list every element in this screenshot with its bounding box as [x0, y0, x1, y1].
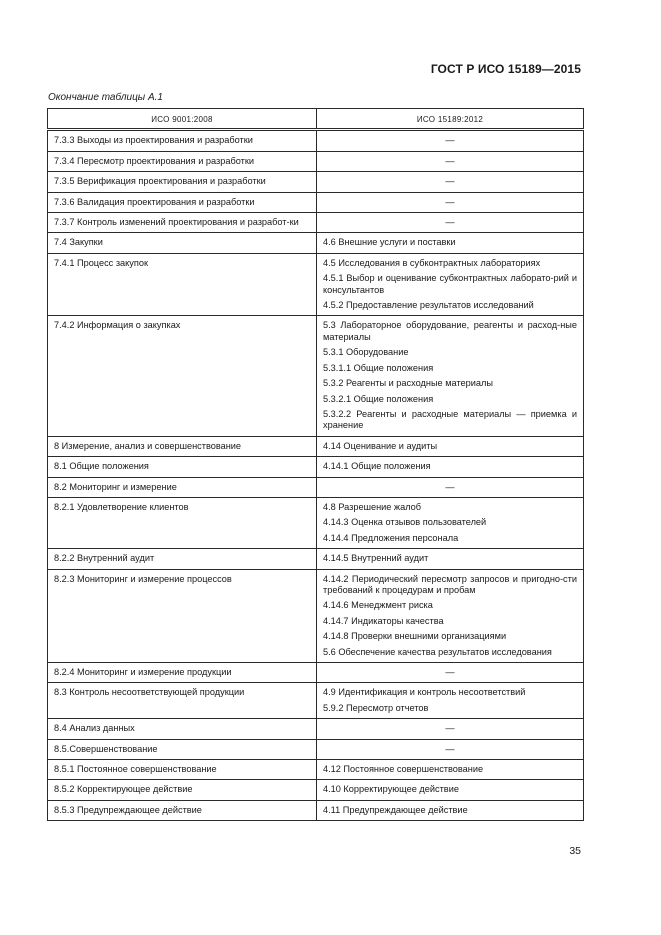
- table-row: [48, 683, 584, 719]
- iso-15189-clause: 4.8 Разрешение жалоб: [323, 501, 422, 512]
- document-standard-header: ГОСТ Р ИСО 15189—2015: [430, 62, 581, 76]
- iso-9001-clause-cell: [48, 457, 317, 477]
- no-equivalent-dash: —: [445, 667, 455, 677]
- table-row: [48, 192, 584, 212]
- iso-9001-clause-cell: [48, 477, 317, 497]
- iso-15189-clause: 4.5 Исследования в субконтрактных лабораториях: [323, 257, 541, 268]
- iso-15189-clause-cell: [317, 151, 584, 171]
- iso-9001-clause: 8.2 Мониторинг и измерение: [54, 481, 177, 492]
- iso-15189-clause-cell: [317, 253, 584, 316]
- table-row: [48, 780, 584, 800]
- iso-15189-clause-cell: [317, 497, 584, 548]
- no-equivalent-dash: —: [445, 481, 455, 492]
- iso-15189-clause: 4.14.7 Индикаторы качества: [323, 615, 444, 626]
- iso-15189-clause-cell: [317, 477, 584, 497]
- iso-15189-clause: 4.5.1 Выбор и оценивание субконтрактных лаборато-рий и консультантов: [323, 273, 577, 295]
- table-row: [48, 663, 584, 683]
- table-row: [48, 719, 584, 739]
- iso-9001-clause: 8.5.2 Корректирующее действие: [54, 784, 193, 795]
- iso-15189-clause: 4.5.2 Предоставление результатов исследований: [323, 300, 534, 311]
- iso-9001-clause-cell: [48, 172, 317, 192]
- table-header-row: [48, 109, 584, 130]
- table-row: [48, 436, 584, 456]
- iso-15189-clause-cell: [317, 549, 584, 569]
- iso-9001-clause: 7.3.3 Выходы из проектирования и разработки: [54, 135, 253, 146]
- iso-9001-clause: 8.2.3 Мониторинг и измерение процессов: [54, 573, 232, 584]
- table-row: [48, 130, 584, 151]
- table-row: [48, 569, 584, 662]
- iso-15189-clause: 5.3.1 Оборудование: [323, 347, 409, 358]
- iso-15189-clause: 4.14.6 Менеджмент риска: [323, 600, 433, 611]
- iso-9001-clause-cell: [48, 192, 317, 212]
- iso-15189-clause-cell: [317, 719, 584, 739]
- iso-15189-clause: 5.3 Лабораторное оборудование, реагенты и расход-ные материалы: [323, 320, 577, 342]
- iso-9001-clause: 7.3.7 Контроль изменений проектирования и разработ-ки: [54, 217, 299, 228]
- iso-9001-clause: 7.4 Закупки: [54, 237, 103, 248]
- no-equivalent-dash: —: [445, 723, 455, 734]
- iso-15189-clause: 5.9.2 Пересмотр отчетов: [323, 702, 429, 713]
- iso-9001-clause-cell: [48, 663, 317, 683]
- iso-15189-clause-cell: [317, 213, 584, 233]
- iso-15189-clause-cell: [317, 739, 584, 759]
- table-row: [48, 760, 584, 780]
- iso-15189-clause-cell: [317, 130, 584, 151]
- iso-9001-clause: 8.3 Контроль несоответствующей продукции: [54, 687, 245, 698]
- iso-15189-clause-cell: [317, 457, 584, 477]
- iso-9001-clause-cell: [48, 719, 317, 739]
- iso-15189-clause: 4.14.5 Внутренний аудит: [323, 553, 429, 564]
- iso-9001-clause: 8.2.4 Мониторинг и измерение продукции: [54, 667, 232, 677]
- iso-9001-clause: 7.3.4 Пересмотр проектирования и разработки: [54, 155, 254, 166]
- iso-15189-clause: 5.3.2.2 Реагенты и расходные материалы — приемка и хранение: [323, 408, 577, 431]
- table-row: [48, 457, 584, 477]
- iso-9001-clause: 8.5.1 Постоянное совершенствование: [54, 764, 217, 775]
- no-equivalent-dash: —: [445, 196, 455, 207]
- iso-9001-clause-cell: [48, 316, 317, 436]
- iso-9001-clause: 8.1 Общие положения: [54, 461, 149, 472]
- iso-15189-clause-cell: [317, 233, 584, 253]
- table-row: [48, 172, 584, 192]
- iso-9001-clause: 8.4 Анализ данных: [54, 723, 135, 734]
- iso-9001-clause-cell: [48, 253, 317, 316]
- iso-15189-clause: 5.3.2 Реагенты и расходные материалы: [323, 378, 493, 389]
- iso-9001-clause: 7.3.6 Валидация проектирования и разработки: [54, 196, 255, 207]
- table-row: [48, 549, 584, 569]
- iso-9001-clause-cell: [48, 780, 317, 800]
- iso-9001-clause: 8 Измерение, анализ и совершенствование: [54, 440, 242, 451]
- iso-15189-clause-cell: [317, 192, 584, 212]
- table-body: [48, 130, 584, 821]
- table-row: [48, 151, 584, 171]
- no-equivalent-dash: —: [445, 743, 455, 754]
- iso-15189-clause: 4.14 Оценивание и аудиты: [323, 440, 438, 451]
- iso-15189-clause: 5.6 Обеспечение качества результатов исследования: [323, 646, 552, 657]
- iso-9001-clause: 7.3.5 Верификация проектирования и разработки: [54, 176, 266, 187]
- iso-9001-clause-cell: [48, 760, 317, 780]
- iso-15189-clause: 4.14.8 Проверки внешними организациями: [323, 631, 507, 642]
- iso-15189-clause: 4.12 Постоянное совершенствование: [323, 764, 484, 775]
- correspondence-table: [47, 108, 584, 821]
- table-row: [48, 800, 584, 820]
- iso-15189-clause-cell: [317, 780, 584, 800]
- iso-15189-clause: 4.14.2 Периодический пересмотр запросов и пригодно-сти требований к процедурам и пробам: [323, 573, 577, 595]
- iso-9001-clause: 8.2.2 Внутренний аудит: [54, 553, 155, 564]
- iso-15189-clause-cell: [317, 172, 584, 192]
- iso-15189-clause: 4.10 Корректирующее действие: [323, 784, 459, 795]
- iso-15189-clause-cell: [317, 683, 584, 719]
- iso-15189-clause: 5.3.1.1 Общие положения: [323, 362, 434, 373]
- iso-9001-clause-cell: [48, 549, 317, 569]
- iso-9001-clause: 7.4.2 Информация о закупках: [54, 320, 181, 331]
- iso-9001-clause-cell: [48, 683, 317, 719]
- no-equivalent-dash: —: [445, 155, 455, 166]
- iso-15189-clause-cell: [317, 316, 584, 436]
- iso-15189-clause-cell: [317, 436, 584, 456]
- iso-15189-clause: 4.14.1 Общие положения: [323, 461, 431, 472]
- iso-15189-clause: 4.14.4 Предложения персонала: [323, 532, 459, 543]
- iso-9001-clause: 8.2.1 Удовлетворение клиентов: [54, 501, 189, 512]
- page-number: 35: [569, 845, 581, 857]
- iso-9001-clause-cell: [48, 130, 317, 151]
- no-equivalent-dash: —: [445, 135, 455, 146]
- iso-15189-clause-cell: [317, 663, 584, 683]
- iso-9001-clause-cell: [48, 213, 317, 233]
- column-header-iso-9001: ИСО 9001:2008: [48, 109, 317, 130]
- iso-15189-clause-cell: [317, 760, 584, 780]
- column-header-iso-15189: ИСО 15189:2012: [317, 109, 584, 130]
- table-caption: Окончание таблицы А.1: [48, 92, 163, 103]
- iso-15189-clause: 4.6 Внешние услуги и поставки: [323, 237, 456, 248]
- iso-9001-clause-cell: [48, 569, 317, 662]
- table-row: [48, 253, 584, 316]
- table-row: [48, 739, 584, 759]
- table-row: [48, 497, 584, 548]
- table-row: [48, 213, 584, 233]
- iso-15189-clause-cell: [317, 569, 584, 662]
- iso-15189-clause-cell: [317, 800, 584, 820]
- table-row: [48, 316, 584, 436]
- iso-9001-clause-cell: [48, 497, 317, 548]
- no-equivalent-dash: —: [445, 176, 455, 187]
- table-row: [48, 233, 584, 253]
- iso-9001-clause-cell: [48, 436, 317, 456]
- iso-9001-clause-cell: [48, 800, 317, 820]
- iso-15189-clause: 4.14.3 Оценка отзывов пользователей: [323, 517, 487, 528]
- iso-9001-clause-cell: [48, 151, 317, 171]
- iso-15189-clause: 4.9 Идентификация и контроль несоответствий: [323, 687, 526, 698]
- iso-15189-clause: 5.3.2.1 Общие положения: [323, 393, 434, 404]
- no-equivalent-dash: —: [445, 217, 455, 228]
- iso-9001-clause: 7.4.1 Процесс закупок: [54, 257, 148, 268]
- iso-9001-clause-cell: [48, 233, 317, 253]
- table-row: [48, 477, 584, 497]
- iso-9001-clause: 8.5.Совершенствование: [54, 743, 158, 754]
- iso-9001-clause-cell: [48, 739, 317, 759]
- iso-9001-clause: 8.5.3 Предупреждающее действие: [54, 804, 202, 815]
- iso-15189-clause: 4.11 Предупреждающее действие: [323, 804, 468, 815]
